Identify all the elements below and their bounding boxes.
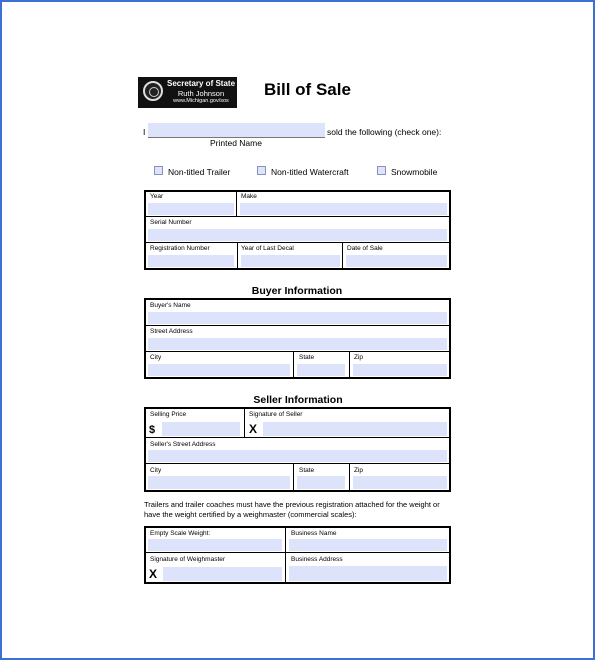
buyer-street-label: Street Address — [150, 328, 193, 335]
seller-street-input[interactable] — [148, 450, 447, 462]
year-last-decal-input[interactable] — [241, 255, 340, 267]
dollar-sign: $ — [149, 424, 156, 436]
non-titled-watercraft-checkbox[interactable] — [257, 166, 266, 175]
serial-number-input[interactable] — [148, 229, 447, 241]
buyer-info-heading: Buyer Information — [251, 285, 343, 297]
seller-city-label: City — [150, 467, 162, 474]
printed-name-input[interactable] — [148, 123, 325, 137]
buyer-name-label: Buyer's Name — [150, 302, 191, 309]
make-label: Make — [241, 193, 257, 200]
make-input[interactable] — [240, 203, 447, 215]
col-divider — [244, 408, 245, 437]
seller-street-label: Seller's Street Address — [150, 441, 216, 448]
buyer-zip-label: Zip — [354, 354, 364, 361]
business-name-input[interactable] — [289, 539, 447, 551]
intro-suffix: sold the following (check one): — [327, 127, 442, 137]
weighmaster-signature-x: X — [149, 567, 158, 581]
seller-signature-input[interactable] — [263, 422, 447, 436]
selling-price-input[interactable] — [162, 422, 240, 436]
secretary-of-state-logo — [138, 77, 237, 108]
row-divider — [145, 216, 450, 217]
registration-number-label: Registration Number — [150, 245, 210, 252]
col-divider — [349, 352, 350, 378]
weighmaster-note: Trailers and trailer coaches must have the previous registration attached for the weight or have the weight certified by a weighmaster (commercial scales): — [144, 500, 440, 519]
col-divider — [293, 464, 294, 491]
non-titled-trailer-label: Non-titled Trailer — [168, 167, 231, 177]
row-divider — [145, 242, 450, 243]
seller-zip-input[interactable] — [353, 476, 447, 489]
empty-scale-weight-input[interactable] — [148, 539, 282, 551]
buyer-street-input[interactable] — [148, 338, 447, 350]
row-divider — [145, 463, 450, 464]
seller-city-input[interactable] — [148, 476, 290, 489]
buyer-zip-input[interactable] — [353, 364, 447, 376]
col-divider — [293, 352, 294, 378]
year-input[interactable] — [148, 203, 234, 215]
row-divider — [145, 552, 450, 553]
business-name-label: Business Name — [291, 530, 337, 537]
buyer-city-label: City — [150, 354, 162, 361]
col-divider — [342, 243, 343, 269]
seller-info-heading: Seller Information — [253, 394, 343, 406]
seller-signature-x: X — [249, 422, 258, 436]
year-last-decal-label: Year of Last Decal — [241, 245, 294, 252]
logo-line-3: www.Michigan.gov/sos — [173, 98, 229, 104]
buyer-state-label: State — [299, 354, 315, 361]
serial-number-label: Serial Number — [150, 219, 192, 226]
business-address-input[interactable] — [289, 566, 447, 581]
intro-prefix: I — [143, 127, 146, 137]
state-seal-icon — [143, 81, 163, 101]
non-titled-watercraft-label: Non-titled Watercraft — [271, 167, 349, 177]
logo-line-2: Ruth Johnson — [177, 89, 225, 98]
snowmobile-label: Snowmobile — [391, 167, 438, 177]
buyer-name-input[interactable] — [148, 312, 447, 324]
col-divider — [237, 243, 238, 269]
weighmaster-signature-label: Signature of Weighmaster — [150, 556, 226, 563]
seller-state-label: State — [299, 467, 315, 474]
col-divider — [349, 464, 350, 491]
non-titled-trailer-checkbox[interactable] — [154, 166, 163, 175]
seller-signature-label: Signature of Seller — [249, 411, 303, 418]
col-divider — [236, 191, 237, 216]
date-of-sale-input[interactable] — [346, 255, 447, 267]
business-address-label: Business Address — [291, 556, 343, 563]
row-divider — [145, 351, 450, 352]
date-of-sale-label: Date of Sale — [347, 245, 383, 252]
empty-scale-weight-label: Empty Scale Weight: — [150, 530, 211, 537]
page-title: Bill of Sale — [264, 80, 351, 99]
printed-name-label: Printed Name — [210, 138, 262, 148]
logo-line-1: Secretary of State — [166, 79, 236, 88]
snowmobile-checkbox[interactable] — [377, 166, 386, 175]
year-label: Year — [150, 193, 164, 200]
registration-number-input[interactable] — [148, 255, 234, 267]
col-divider — [285, 527, 286, 583]
row-divider — [145, 437, 450, 438]
seller-state-input[interactable] — [297, 476, 345, 489]
buyer-state-input[interactable] — [297, 364, 345, 376]
seller-zip-label: Zip — [354, 467, 364, 474]
row-divider — [145, 325, 450, 326]
selling-price-label: Selling Price — [150, 411, 187, 418]
weighmaster-signature-input[interactable] — [163, 567, 282, 581]
buyer-city-input[interactable] — [148, 364, 290, 376]
